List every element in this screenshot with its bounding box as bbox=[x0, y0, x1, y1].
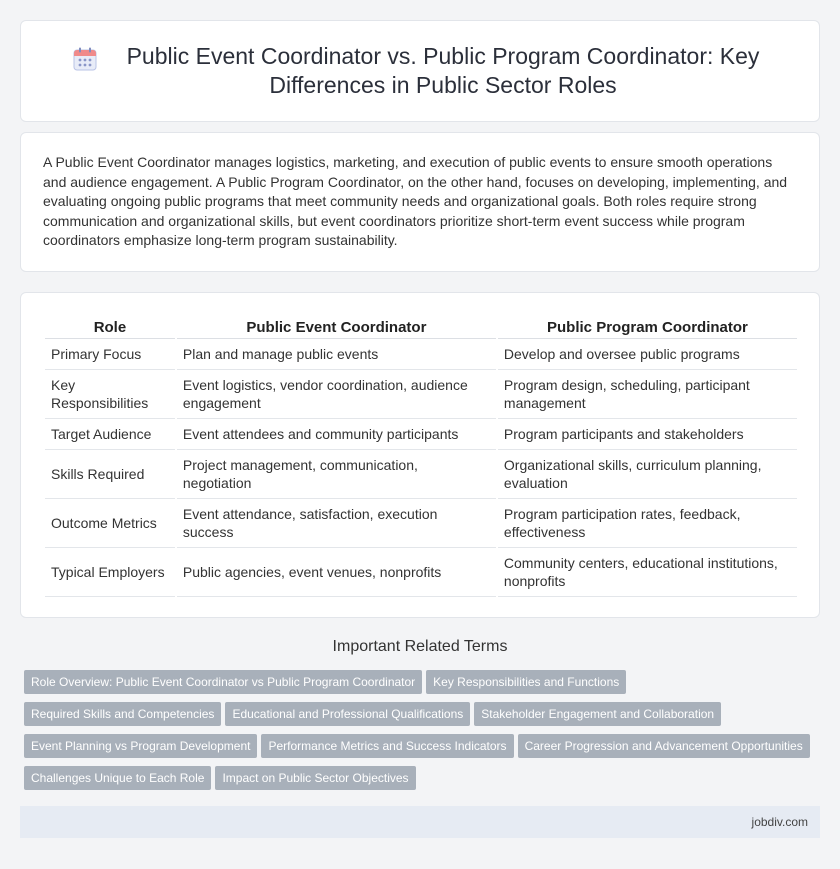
table-row bbox=[45, 419, 797, 450]
comparison-table bbox=[43, 313, 799, 597]
table-cell: Plan and manage public events bbox=[177, 339, 496, 370]
table-cell: Program design, scheduling, participant management bbox=[498, 370, 797, 419]
table-cell: Program participants and stakeholders bbox=[498, 419, 797, 450]
table-cell: Primary Focus bbox=[45, 339, 175, 370]
related-term-tag[interactable]: Required Skills and Competencies bbox=[24, 702, 221, 726]
table-cell: Project management, communication, negotiation bbox=[177, 450, 496, 499]
calendar-icon bbox=[72, 46, 98, 72]
table-row bbox=[45, 548, 797, 597]
comparison-card bbox=[20, 292, 820, 618]
related-term-tag[interactable]: Performance Metrics and Success Indicators bbox=[261, 734, 513, 758]
related-term-tag[interactable]: Career Progression and Advancement Opportunities bbox=[518, 734, 810, 758]
related-terms-list bbox=[24, 670, 824, 798]
intro-card bbox=[20, 132, 820, 272]
related-term-tag[interactable]: Key Responsibilities and Functions bbox=[426, 670, 626, 694]
column-header: Public Event Coordinator bbox=[177, 313, 496, 339]
related-terms-title: Important Related Terms bbox=[332, 638, 508, 655]
related-term-tag[interactable]: Event Planning vs Program Development bbox=[24, 734, 257, 758]
table-cell: Target Audience bbox=[45, 419, 175, 450]
table-row bbox=[45, 499, 797, 548]
table-row bbox=[45, 450, 797, 499]
intro-paragraph: A Public Event Coordinator manages logistics, marketing, and execution of public events to ensure smooth operations and audience engagement. A Public Program Coordinator, on the other hand, focuses on developing, implementing, and evaluating ongoing public programs that meet community needs and organizational goals. Both roles require strong communication and organizational skills, but event coordinators prioritize short-term event success while program coordinators emphasize long-term program sustainability. bbox=[43, 154, 788, 249]
related-term-tag[interactable]: Challenges Unique to Each Role bbox=[24, 766, 211, 790]
related-term-tag[interactable]: Educational and Professional Qualifications bbox=[225, 702, 470, 726]
table-header-row bbox=[45, 313, 797, 339]
table-row bbox=[45, 339, 797, 370]
table-cell: Key Responsibilities bbox=[45, 370, 175, 419]
column-header: Public Program Coordinator bbox=[498, 313, 797, 339]
table-cell: Develop and oversee public programs bbox=[498, 339, 797, 370]
table-cell: Community centers, educational institutions, nonprofits bbox=[498, 548, 797, 597]
table-row bbox=[45, 370, 797, 419]
table-cell: Public agencies, event venues, nonprofits bbox=[177, 548, 496, 597]
page-title: Public Event Coordinator vs. Public Program Coordinator: Key Differences in Public Sector Roles bbox=[126, 43, 760, 98]
related-term-tag[interactable]: Role Overview: Public Event Coordinator vs Public Program Coordinator bbox=[24, 670, 422, 694]
footer bbox=[20, 806, 820, 838]
table-cell: Typical Employers bbox=[45, 548, 175, 597]
header-card bbox=[20, 20, 820, 122]
footer-site-link[interactable]: jobdiv.com bbox=[751, 815, 808, 829]
table-cell: Organizational skills, curriculum planning, evaluation bbox=[498, 450, 797, 499]
table-cell: Skills Required bbox=[45, 450, 175, 499]
column-header: Role bbox=[45, 313, 175, 339]
table-cell: Event logistics, vendor coordination, audience engagement bbox=[177, 370, 496, 419]
related-term-tag[interactable]: Impact on Public Sector Objectives bbox=[215, 766, 415, 790]
table-cell: Event attendees and community participants bbox=[177, 419, 496, 450]
table-cell: Program participation rates, feedback, effectiveness bbox=[498, 499, 797, 548]
table-cell: Outcome Metrics bbox=[45, 499, 175, 548]
related-term-tag[interactable]: Stakeholder Engagement and Collaboration bbox=[474, 702, 721, 726]
table-cell: Event attendance, satisfaction, execution success bbox=[177, 499, 496, 548]
